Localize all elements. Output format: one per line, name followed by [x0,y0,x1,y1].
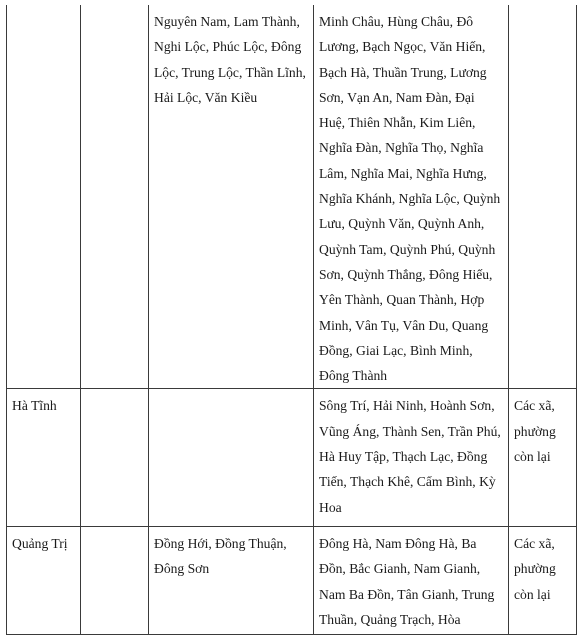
province-cell [7,389,81,526]
ward-list-cell [149,5,314,389]
ward-list-cell [314,5,509,389]
remaining-note: Các xã, phường còn lại [514,398,556,465]
ward-list: Minh Châu, Hùng Châu, Đô Lương, Bạch Ngọc, Văn Hiến, Bạch Hà, Thuần Trung, Lương Sơn, Vạn An, Nam Đàn, Đại Huệ, Thiên Nhẫn, Kim Liên, Nghĩa Đàn, Nghĩa Thọ, Nghĩa Lâm, Nghĩa Mai, Nghĩa Hưng, Nghĩa Khánh, Nghĩa Lộc, Quỳnh Lưu, Quỳnh Văn, Quỳnh Anh, Quỳnh Tam, Quỳnh Phú, Quỳnh Sơn, Quỳnh Thắng, Đông Hiếu, Yên Thành, Quan Thành, Hợp Minh, Vân Tụ, Vân Du, Quang Đồng, Giai Lạc, Bình Minh, Đông Thành [319,14,501,384]
ward-list-cell [149,526,314,634]
remaining-cell [509,5,577,389]
province-name: Quảng Trị [12,535,68,551]
empty-cell [81,526,149,634]
province-cell [7,5,81,389]
ward-list: Đồng Hới, Đồng Thuận, Đông Sơn [154,535,287,577]
ward-list: Nguyên Nam, Lam Thành, Nghi Lộc, Phúc Lộc, Đông Lộc, Trung Lộc, Thần Lĩnh, Hải Lộc, Văn Kiều [154,14,306,105]
remaining-cell [509,526,577,634]
ward-list: Đông Hà, Nam Đông Hà, Ba Đồn, Bắc Gianh, Nam Gianh, Nam Ba Đồn, Tân Gianh, Trung Thuần, Quảng Trạch, Hòa [319,535,495,627]
admin-units-table [6,5,577,635]
ward-list-cell [314,526,509,634]
ward-list: Sông Trí, Hải Ninh, Hoành Sơn, Vũng Áng, Thành Sen, Trần Phú, Hà Huy Tập, Thạch Lạc, Đồng Tiến, Thạch Khê, Cẩm Bình, Kỳ Hoa [319,398,501,515]
table-row [7,389,577,526]
empty-cell [81,389,149,526]
remaining-note: Các xã, phường còn lại [514,535,556,602]
table-row [7,5,577,389]
table-row [7,526,577,634]
remaining-cell [509,389,577,526]
empty-cell [81,5,149,389]
ward-list-cell [314,389,509,526]
empty-cell [149,389,314,526]
province-cell [7,526,81,634]
province-name: Hà Tĩnh [12,398,57,414]
